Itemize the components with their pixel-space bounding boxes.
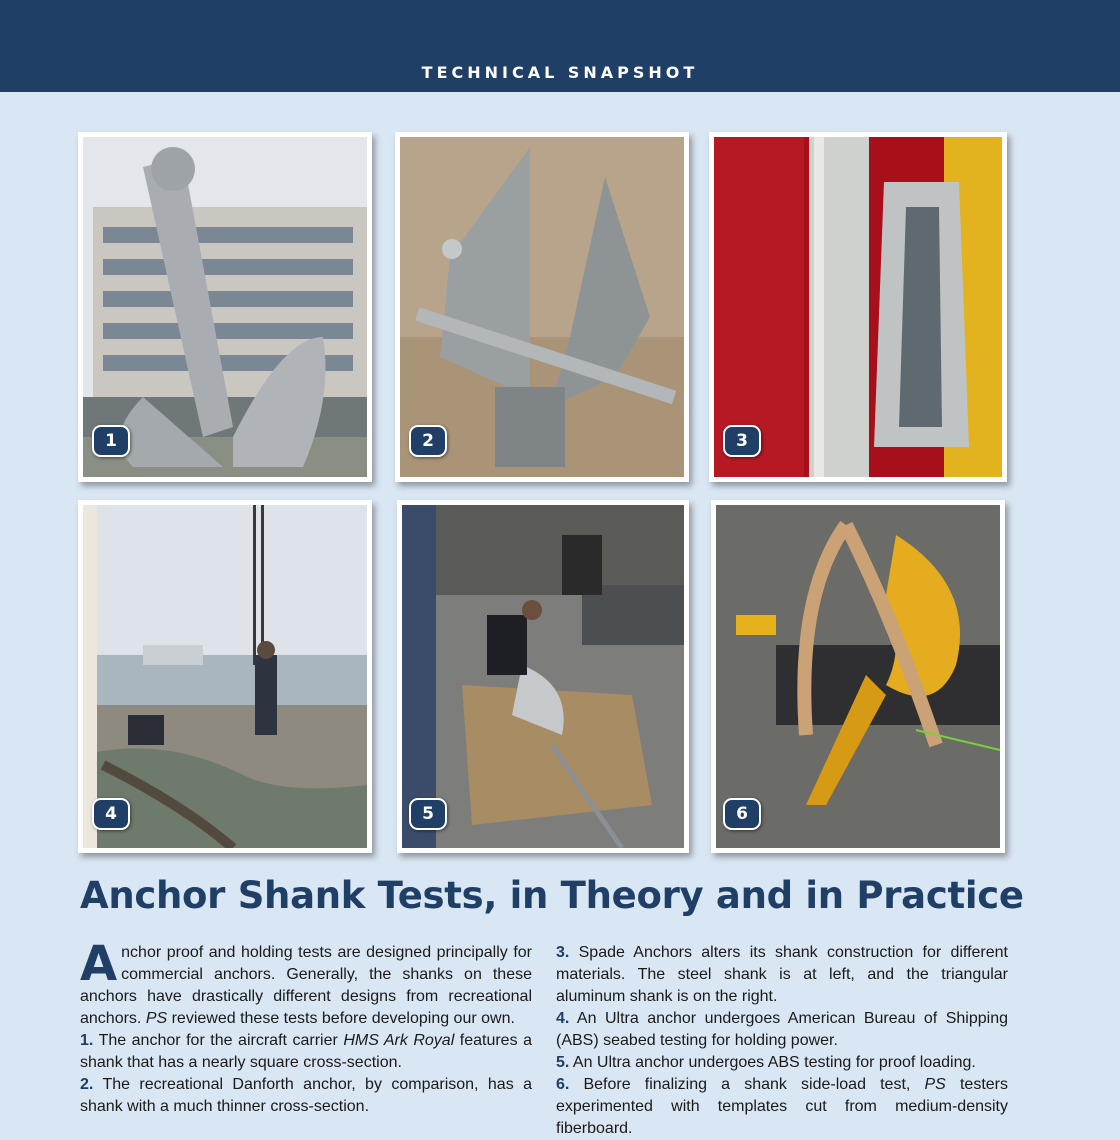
- intro-paragraph: [80, 936, 532, 1030]
- caption-6: [556, 1074, 1008, 1140]
- caption-3-text: Spade Anchors alters its shank construction for different materials. The steel shank is at left, and the triangular aluminum shank is on the right.: [556, 944, 1008, 1005]
- caption-4-number: 4.: [556, 1010, 570, 1027]
- intro-text-2: reviewed these tests before developing our own.: [167, 1010, 515, 1027]
- caption-6-number: 6.: [556, 1076, 570, 1093]
- caption-6-text-1: Before finalizing a shank side-load test,: [569, 1076, 925, 1093]
- caption-1-text-2: features a shank that has a nearly square cross-section.: [80, 1032, 532, 1071]
- photo-3-badge: 3: [723, 425, 761, 457]
- caption-5-text: An Ultra anchor undergoes ABS testing for proof loading.: [569, 1054, 976, 1071]
- photo-4-image: [83, 505, 367, 848]
- intro-text-1: nchor proof and holding tests are designed principally for commercial anchors. Generally, the shanks on these anchors have drastically different designs from recreational anchors.: [80, 944, 532, 1027]
- photo-4: [78, 500, 372, 853]
- caption-5: [556, 1052, 1008, 1074]
- caption-2-text: The recreational Danforth anchor, by comparison, has a shank with a much thinner cross-section.: [80, 1076, 532, 1115]
- caption-1-ship-name: HMS Ark Royal: [343, 1032, 455, 1049]
- caption-1: [80, 1030, 532, 1074]
- caption-4-text: An Ultra anchor undergoes American Bureau of Shipping (ABS) seabed testing for holding power.: [556, 1010, 1008, 1049]
- caption-4: [556, 1008, 1008, 1052]
- photo-3: [709, 132, 1007, 482]
- photo-5-badge: 5: [409, 798, 447, 830]
- photo-1: [78, 132, 372, 482]
- caption-1-text-1: The anchor for the aircraft carrier: [93, 1032, 344, 1049]
- caption-6-ps: PS: [924, 1076, 946, 1093]
- photo-4-badge: 4: [92, 798, 130, 830]
- photo-2-badge: 2: [409, 425, 447, 457]
- article-column-left: [80, 936, 532, 1118]
- caption-6-text-2: testers experimented with templates cut from medium-density fiberboard.: [556, 1076, 1008, 1137]
- caption-2-number: 2.: [80, 1076, 94, 1093]
- article-column-right: [556, 942, 1008, 1140]
- article-headline: Anchor Shank Tests, in Theory and in Practice: [80, 874, 1024, 917]
- header-bar: [0, 0, 1120, 92]
- photo-5: [397, 500, 689, 853]
- photo-2: [395, 132, 689, 482]
- photo-1-badge: 1: [92, 425, 130, 457]
- photo-5-image: [402, 505, 684, 848]
- photo-6: [711, 500, 1005, 853]
- caption-1-number: 1.: [80, 1032, 94, 1049]
- photo-6-image: [716, 505, 1000, 848]
- drop-cap: A: [80, 936, 118, 992]
- caption-3: [556, 942, 1008, 1008]
- caption-5-number: 5.: [556, 1054, 570, 1071]
- photo-6-badge: 6: [723, 798, 761, 830]
- intro-ps: PS: [145, 1010, 168, 1027]
- caption-2: [80, 1074, 532, 1118]
- caption-3-number: 3.: [556, 944, 570, 961]
- section-title: TECHNICAL SNAPSHOT: [421, 63, 699, 82]
